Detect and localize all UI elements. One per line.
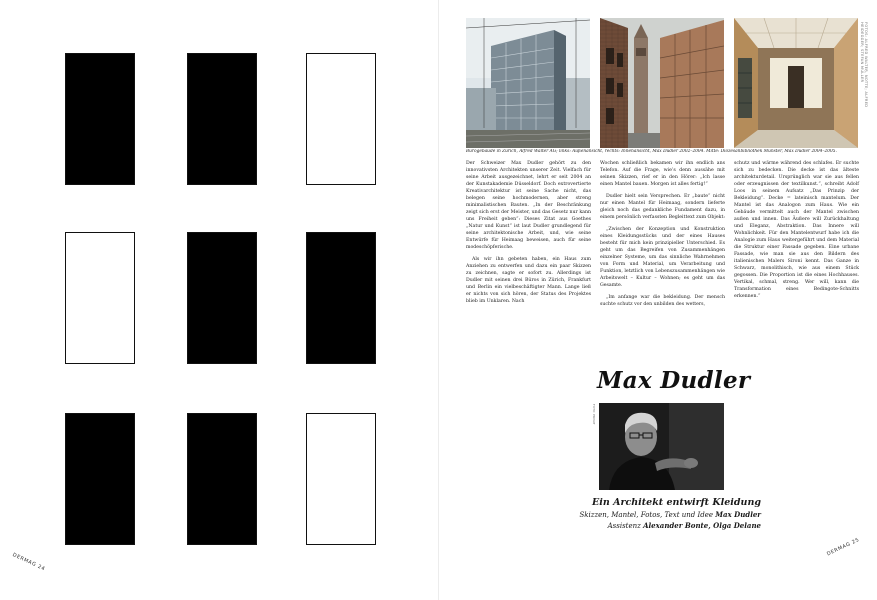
block-r1c3 (306, 53, 376, 185)
portrait-credit: FOTO: PRIVAT (592, 404, 596, 425)
photo-office-building (466, 18, 590, 148)
portrait-photo (599, 403, 724, 490)
block-r3c2 (187, 413, 257, 545)
photo-library-interior (734, 18, 858, 148)
text-column-2 (600, 160, 725, 313)
credit-name: Alexander Bonte, Olga Delane (643, 521, 761, 530)
block-r2c2 (187, 232, 257, 364)
credit-label: Assistenz (607, 522, 644, 530)
block-r2c1 (65, 232, 135, 364)
block-r2c3 (306, 232, 376, 364)
credit-line-1 (565, 510, 761, 519)
text-column-3 (734, 160, 859, 305)
page-fold (438, 0, 439, 600)
block-r1c1 (65, 53, 135, 185)
paragraph: „Im anfange war die bekleidung. Der mensch suchte schutz vor den unbilden des wetters, (600, 295, 725, 307)
paragraph: schutz und wärme während des schlafes. Er suchte sich zu bedecken. Die decke ist das älteste architekturdetail. Ursprünglich war sie aus fellen oder erzeugnissen der textilkunst.“, schreibt Adolf Loos in seinem Aufsatz „Das Prinzip der Bekleidung“. Decke = lateinisch mantelum. Der Mantel ist das Analogon zum Haus. Wie ein Gebäude vermittelt auch der Mantel zwischen außen und innen. Das Äußere will Zurückhaltung und Eleganz, Abstraktion. Das Innere will Wohnlichkeit. Für den Mantelentwurf habe ich die Analogie zum Haus weitergeführt und dem Material die Struktur einer Fassade gegeben. Eine urbane Fassade, wie man sie aus den Bildern des italienischen Malers Sironi kennt. Das Ganze in Schwarz, monolithisch, wie aus einem Stück gegossen. Die Proportion ist die eines Hochhauses. Vertikal, schmal, streng. Wer will, kann die Transformation eines Bedingote-Schnitts erkennen.“ (734, 161, 859, 299)
photo-caption: Bürogebäude in Zürich, Alfred Walter AG; links: Außenansicht, rechts: Innenansicht, Max Dudler 2002–2004. Mitte: Diözesanbibliothek Münster, Max Dudler 2004–2005. (466, 149, 837, 154)
credit-name: Max Dudler (715, 510, 761, 519)
credit-label: Skizzen, Mantel, Fotos, Text und Idee (579, 511, 716, 519)
paragraph: Dudler hielt sein Versprechen. Er „baute“ nicht nur einen Mantel für Heimaag, sondern lieferte gleich noch das gedankliche Fundament dazu, in einem persönlich verfassten Begleittext zum Objekt: (600, 194, 725, 220)
photo-brick-street (600, 18, 724, 148)
photo-credit: FOTOS: ALFRED WALTER, NOTTE; ALFRED HEIDEGGER; STEFAN MÜLLER (860, 22, 868, 108)
paragraph: Als wir ihn gebeten haben, ein Haus zum Anziehen zu entwerfen und dazu ein paar Skizzen zu zeichnen, sagte er sofort zu. Allerdings ist Dudler mit seinen drei Büros in Zürich, Frankfurt und Berlin ein vielbeschäftigter Mann. Lange ließ er nichts von sich hören, der Status des Projektes blieb im Unklaren. Nach (466, 257, 591, 304)
paragraph: Der Schweizer Max Dudler gehört zu den innovativsten Architekten unserer Zeit. Vielfach für seine Arbeit ausgezeichnet, lehrt er seit 2004 an der Kunstakademie Düsseldorf. Doch extrovertierte Kreativarchitektur ist seine Sache nicht, das belegen seine hochmodernen, aber streng minimalistischen Bauten. „In der Beschränkung zeigt sich erst der Meister, und das Gesetz nur kann uns Freiheit geben“: Dieses Zitat aus Goethes „Natur und Kunst“ ist laut Dudler grundlegend für seine architektonische Arbeit, und, wie seine Entwürfe für Heimaag beweisen, auch für seine modeschöpferische. (466, 161, 591, 250)
block-r1c2 (187, 53, 257, 185)
article-title: Max Dudler (597, 367, 751, 394)
article-subtitle: Ein Architekt entwirft Kleidung (592, 497, 761, 508)
text-column-1 (466, 160, 591, 310)
block-r3c1 (65, 413, 135, 545)
paragraph: Wochen schließlich bekamen wir ihn endlich ans Telefon. Auf die Frage, wie’s denn aussähe mit seinen Skizzen, rief er in den Hörer: „Ich lasse einen Mantel bauen. Morgen ist alles fertig!“ (600, 161, 725, 187)
block-r3c3 (306, 413, 376, 545)
folio-left: DERMAG 24 (11, 552, 47, 573)
credit-line-2 (565, 521, 761, 530)
folio-right: DERMAG 25 (826, 537, 861, 558)
paragraph: „Zwischen der Konzeption und Konstruktion eines Kleidungsstücks und der eines Hauses besteht für mich kein prinzipieller Unterschied. Es geht um das Begreifen von Zusammenhängen einzelner Systeme, um das sinnliche Wahrnehmen von Form und Material, um Verarbeitung und Funktion, letztlich von Lebenszusammenhängen wie Arbeitswelt – Kultur – Wohnen; es geht um das Gesamte. (600, 227, 725, 288)
